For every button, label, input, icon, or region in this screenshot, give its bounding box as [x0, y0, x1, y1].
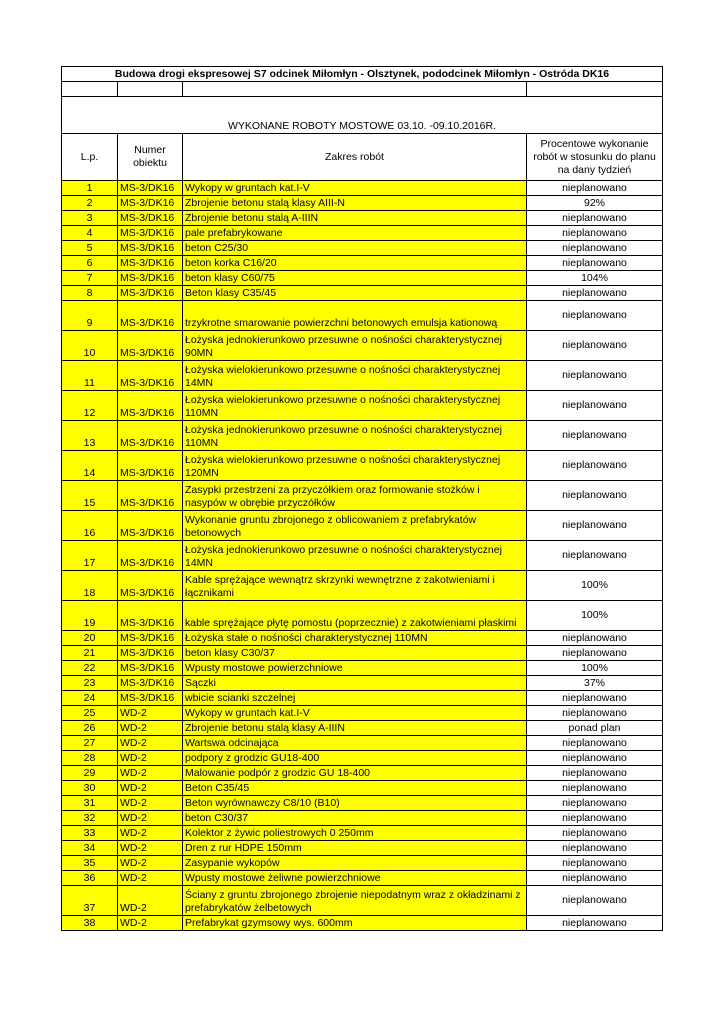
object-number: MS-3/DK16 — [118, 196, 183, 211]
blank-cell — [62, 82, 118, 97]
completion-percentage: 100% — [527, 661, 663, 676]
object-number: WD-2 — [118, 766, 183, 781]
work-scope: Sączki — [183, 676, 527, 691]
work-scope: Łożyska stałe o nośności charakterystycznej 110MN — [183, 631, 527, 646]
work-scope: Zbrojenie betonu stalą klasy AIII-N — [183, 196, 527, 211]
row-number: 26 — [62, 721, 118, 736]
completion-percentage: nieplanowano — [527, 856, 663, 871]
completion-percentage: nieplanowano — [527, 451, 663, 481]
row-number: 37 — [62, 886, 118, 916]
work-scope: Zasypanie wykopów — [183, 856, 527, 871]
row-number: 2 — [62, 196, 118, 211]
subtitle-row — [62, 97, 663, 134]
table-row — [62, 331, 663, 361]
table-row — [62, 256, 663, 271]
row-number: 24 — [62, 691, 118, 706]
object-number: WD-2 — [118, 751, 183, 766]
completion-percentage: nieplanowano — [527, 391, 663, 421]
work-scope: Beton C35/45 — [183, 781, 527, 796]
completion-percentage: nieplanowano — [527, 241, 663, 256]
object-number: MS-3/DK16 — [118, 646, 183, 661]
completion-percentage: nieplanowano — [527, 421, 663, 451]
work-scope: Ściany z gruntu zbrojonego zbrojenie niepodatnym wraz z okładzinami z prefabrykatów żelbetowych — [183, 886, 527, 916]
completion-percentage: nieplanowano — [527, 811, 663, 826]
completion-percentage: nieplanowano — [527, 481, 663, 511]
table-row — [62, 511, 663, 541]
table-row — [62, 781, 663, 796]
work-scope: Malowanie podpór z grodzic GU 18-400 — [183, 766, 527, 781]
object-number: MS-3/DK16 — [118, 601, 183, 631]
work-scope: beton korka C16/20 — [183, 256, 527, 271]
object-number: MS-3/DK16 — [118, 391, 183, 421]
object-number: MS-3/DK16 — [118, 511, 183, 541]
completion-percentage: nieplanowano — [527, 646, 663, 661]
table-row — [62, 241, 663, 256]
table-row — [62, 541, 663, 571]
header-scope: Zakres robót — [183, 134, 527, 181]
object-number: MS-3/DK16 — [118, 691, 183, 706]
completion-percentage: nieplanowano — [527, 286, 663, 301]
table-row — [62, 271, 663, 286]
table-row — [62, 601, 663, 631]
completion-percentage: nieplanowano — [527, 751, 663, 766]
work-scope: kable sprężające płytę pomostu (poprzecznie) z zakotwieniami płaskimi — [183, 601, 527, 631]
table-row — [62, 676, 663, 691]
object-number: MS-3/DK16 — [118, 181, 183, 196]
row-number: 3 — [62, 211, 118, 226]
work-scope: Wykopy w gruntach kat.I-V — [183, 706, 527, 721]
header-row — [62, 134, 663, 181]
work-scope: Łożyska jednokierunkowo przesuwne o nośności charakterystycznej 110MN — [183, 421, 527, 451]
work-scope: Łożyska wielokierunkowo przesuwne o nośności charakterystycznej 110MN — [183, 391, 527, 421]
row-number: 10 — [62, 331, 118, 361]
row-number: 21 — [62, 646, 118, 661]
completion-percentage: nieplanowano — [527, 361, 663, 391]
object-number: WD-2 — [118, 916, 183, 931]
row-number: 13 — [62, 421, 118, 451]
work-scope: Łożyska jednokierunkowo przesuwne o nośności charakterystycznej 90MN — [183, 331, 527, 361]
completion-percentage: nieplanowano — [527, 706, 663, 721]
object-number: WD-2 — [118, 736, 183, 751]
completion-percentage: nieplanowano — [527, 181, 663, 196]
work-scope: wbicie scianki szczelnej — [183, 691, 527, 706]
blank-cell — [527, 82, 663, 97]
row-number: 4 — [62, 226, 118, 241]
object-number: MS-3/DK16 — [118, 331, 183, 361]
completion-percentage: 37% — [527, 676, 663, 691]
work-scope: Zbrojenie betonu stalą klasy A-IIIN — [183, 721, 527, 736]
row-number: 34 — [62, 841, 118, 856]
completion-percentage: nieplanowano — [527, 781, 663, 796]
row-number: 31 — [62, 796, 118, 811]
row-number: 6 — [62, 256, 118, 271]
table-row — [62, 361, 663, 391]
object-number: WD-2 — [118, 811, 183, 826]
subtitle: WYKONANE ROBOTY MOSTOWE 03.10. -09.10.2016R. — [62, 97, 663, 134]
object-number: WD-2 — [118, 871, 183, 886]
table-row — [62, 391, 663, 421]
works-table-body — [62, 67, 663, 931]
row-number: 23 — [62, 676, 118, 691]
object-number: MS-3/DK16 — [118, 571, 183, 601]
completion-percentage: nieplanowano — [527, 631, 663, 646]
object-number: WD-2 — [118, 886, 183, 916]
work-scope: Zbrojenie betonu stalą A-IIIN — [183, 211, 527, 226]
completion-percentage: 104% — [527, 271, 663, 286]
object-number: MS-3/DK16 — [118, 676, 183, 691]
table-row — [62, 631, 663, 646]
row-number: 17 — [62, 541, 118, 571]
object-number: MS-3/DK16 — [118, 361, 183, 391]
document-title: Budowa drogi ekspresowej S7 odcinek Miłomłyn - Olsztynek, pododcinek Miłomłyn - Ostróda DK16 — [62, 67, 663, 82]
completion-percentage: ponad plan — [527, 721, 663, 736]
table-row — [62, 421, 663, 451]
object-number: MS-3/DK16 — [118, 271, 183, 286]
table-row — [62, 721, 663, 736]
object-number: WD-2 — [118, 721, 183, 736]
completion-percentage: nieplanowano — [527, 226, 663, 241]
row-number: 27 — [62, 736, 118, 751]
object-number: MS-3/DK16 — [118, 226, 183, 241]
object-number: WD-2 — [118, 796, 183, 811]
table-row — [62, 796, 663, 811]
completion-percentage: nieplanowano — [527, 871, 663, 886]
work-scope: Kable sprężające wewnątrz skrzynki wewnętrzne z zakotwieniami i łącznikami — [183, 571, 527, 601]
row-number: 35 — [62, 856, 118, 871]
table-row — [62, 181, 663, 196]
table-row — [62, 211, 663, 226]
completion-percentage: nieplanowano — [527, 766, 663, 781]
table-row — [62, 736, 663, 751]
work-scope: Łożyska wielokierunkowo przesuwne o nośności charakterystycznej 14MN — [183, 361, 527, 391]
object-number: MS-3/DK16 — [118, 211, 183, 226]
table-row — [62, 661, 663, 676]
work-scope: pale prefabrykowane — [183, 226, 527, 241]
object-number: WD-2 — [118, 856, 183, 871]
completion-percentage: nieplanowano — [527, 211, 663, 226]
object-number: MS-3/DK16 — [118, 421, 183, 451]
work-scope: Wartswa odcinająca — [183, 736, 527, 751]
row-number: 15 — [62, 481, 118, 511]
row-number: 18 — [62, 571, 118, 601]
work-scope: podpory z grodzic GU18-400 — [183, 751, 527, 766]
row-number: 36 — [62, 871, 118, 886]
table-row — [62, 766, 663, 781]
row-number: 20 — [62, 631, 118, 646]
object-number: WD-2 — [118, 841, 183, 856]
work-scope: beton C30/37 — [183, 811, 527, 826]
table-row — [62, 571, 663, 601]
work-scope: beton C25/30 — [183, 241, 527, 256]
object-number: MS-3/DK16 — [118, 241, 183, 256]
row-number: 25 — [62, 706, 118, 721]
table-row — [62, 871, 663, 886]
completion-percentage: nieplanowano — [527, 796, 663, 811]
row-number: 30 — [62, 781, 118, 796]
header-lp: L.p. — [62, 134, 118, 181]
work-scope: Wpusty mostowe powierzchniowe — [183, 661, 527, 676]
row-number: 22 — [62, 661, 118, 676]
object-number: MS-3/DK16 — [118, 286, 183, 301]
work-scope: Zasypki przestrzeni za przyczółkiem oraz formowanie stożków i nasypów w obrębie przyczółków — [183, 481, 527, 511]
object-number: MS-3/DK16 — [118, 301, 183, 331]
object-number: WD-2 — [118, 706, 183, 721]
work-scope: beton klasy C60/75 — [183, 271, 527, 286]
row-number: 32 — [62, 811, 118, 826]
completion-percentage: nieplanowano — [527, 541, 663, 571]
work-scope: trzykrotne smarowanie powierzchni betonowych emulsja kationową — [183, 301, 527, 331]
row-number: 14 — [62, 451, 118, 481]
blank-cell — [118, 82, 183, 97]
work-scope: Łożyska wielokierunkowo przesuwne o nośności charakterystycznej 120MN — [183, 451, 527, 481]
row-number: 11 — [62, 361, 118, 391]
table-row — [62, 301, 663, 331]
table-row — [62, 841, 663, 856]
table-row — [62, 646, 663, 661]
row-number: 7 — [62, 271, 118, 286]
object-number: MS-3/DK16 — [118, 451, 183, 481]
object-number: WD-2 — [118, 781, 183, 796]
object-number: MS-3/DK16 — [118, 481, 183, 511]
work-scope: beton klasy C30/37 — [183, 646, 527, 661]
title-row — [62, 67, 663, 82]
row-number: 29 — [62, 766, 118, 781]
row-number: 5 — [62, 241, 118, 256]
work-scope: Dren z rur HDPE 150mm — [183, 841, 527, 856]
completion-percentage: 100% — [527, 601, 663, 631]
row-number: 33 — [62, 826, 118, 841]
works-table — [61, 66, 663, 931]
object-number: MS-3/DK16 — [118, 661, 183, 676]
table-row — [62, 811, 663, 826]
blank-row — [62, 82, 663, 97]
completion-percentage: nieplanowano — [527, 691, 663, 706]
row-number: 9 — [62, 301, 118, 331]
object-number: MS-3/DK16 — [118, 631, 183, 646]
work-scope: Wykonanie gruntu zbrojonego z oblicowaniem z prefabrykatów betonowych — [183, 511, 527, 541]
table-row — [62, 856, 663, 871]
work-scope: Prefabrykat gzymsowy wys. 600mm — [183, 916, 527, 931]
work-scope: Beton klasy C35/45 — [183, 286, 527, 301]
work-scope: Wpusty mostowe żeliwne powierzchniowe — [183, 871, 527, 886]
object-number: MS-3/DK16 — [118, 256, 183, 271]
row-number: 1 — [62, 181, 118, 196]
table-row — [62, 691, 663, 706]
table-row — [62, 916, 663, 931]
table-row — [62, 706, 663, 721]
completion-percentage: nieplanowano — [527, 841, 663, 856]
blank-cell — [183, 82, 527, 97]
table-row — [62, 886, 663, 916]
completion-percentage: nieplanowano — [527, 256, 663, 271]
completion-percentage: 92% — [527, 196, 663, 211]
object-number: MS-3/DK16 — [118, 541, 183, 571]
row-number: 19 — [62, 601, 118, 631]
table-row — [62, 481, 663, 511]
table-row — [62, 196, 663, 211]
row-number: 38 — [62, 916, 118, 931]
completion-percentage: nieplanowano — [527, 886, 663, 916]
work-scope: Beton wyrównawczy C8/10 (B10) — [183, 796, 527, 811]
completion-percentage: 100% — [527, 571, 663, 601]
table-row — [62, 286, 663, 301]
row-number: 28 — [62, 751, 118, 766]
work-scope: Łożyska jednokierunkowo przesuwne o nośności charakterystycznej 14MN — [183, 541, 527, 571]
table-row — [62, 451, 663, 481]
header-percentage: Procentowe wykonanie robót w stosunku do planu na dany tydzień — [527, 134, 663, 181]
table-row — [62, 751, 663, 766]
completion-percentage: nieplanowano — [527, 826, 663, 841]
table-row — [62, 226, 663, 241]
completion-percentage: nieplanowano — [527, 511, 663, 541]
work-scope: Wykopy w gruntach kat.I-V — [183, 181, 527, 196]
table-row — [62, 826, 663, 841]
completion-percentage: nieplanowano — [527, 301, 663, 331]
completion-percentage: nieplanowano — [527, 916, 663, 931]
work-scope: Kolektor z żywic poliestrowych 0 250mm — [183, 826, 527, 841]
row-number: 16 — [62, 511, 118, 541]
row-number: 8 — [62, 286, 118, 301]
completion-percentage: nieplanowano — [527, 331, 663, 361]
completion-percentage: nieplanowano — [527, 736, 663, 751]
header-object-number: Numer obiektu — [118, 134, 183, 181]
row-number: 12 — [62, 391, 118, 421]
object-number: WD-2 — [118, 826, 183, 841]
